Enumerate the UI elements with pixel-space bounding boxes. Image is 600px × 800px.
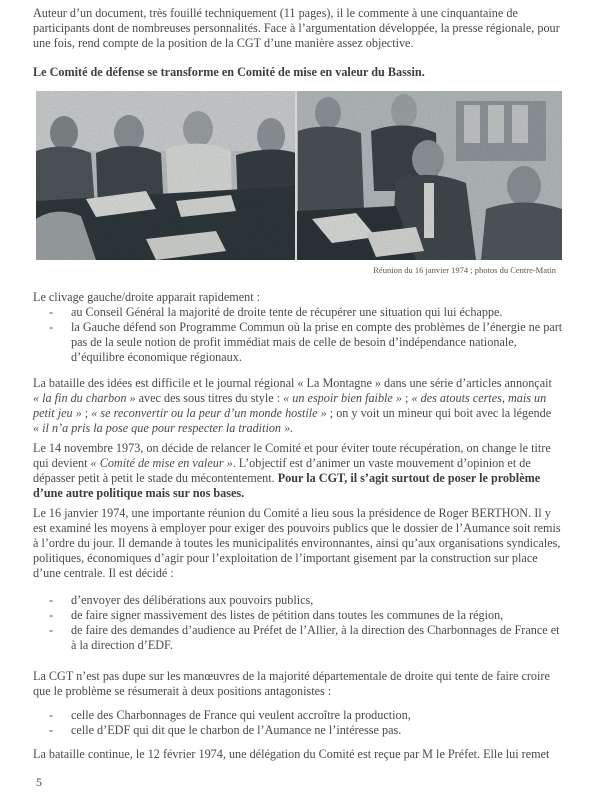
decisions-list: [33, 593, 573, 653]
list-dash: -: [49, 305, 54, 319]
clivage-list: [33, 305, 573, 365]
list-item: [33, 305, 573, 320]
janvier-line-4: politiques, économiques d’agir pour l’exploitation de l’important gisement par la construction sur place: [33, 551, 538, 565]
intro-line-2: participants dont de nombreuses personnalités. Face à l’argumentation développée, la presse régionale, pour: [33, 21, 560, 35]
photo-caption: Réunion du 16 janvier 1974 ; photos du Centre-Matin: [373, 265, 556, 275]
intro-line-3: une fois, rend compte de la position de la CGT d’une manière assez objective.: [33, 36, 414, 50]
list-item-line-3: d’équilibre économique régionaux.: [71, 350, 242, 364]
bataille-line-1: La bataille des idées est difficile et le journal régional « La Montagne » dans une série d’articles annonçait: [33, 376, 552, 390]
list-item-line-2: pas de la seule notion de profit immédiat mais de celle de besoin d’indépendance nationale,: [71, 335, 517, 349]
list-dash: -: [49, 708, 54, 722]
cgt-line-2: que le problème se résumerait à deux positions antagonistes :: [33, 684, 332, 698]
list-item-line-2: à la direction d’EDF.: [71, 638, 173, 652]
cgt-paragraph: [33, 669, 573, 699]
text-run: avec des sous titres du style :: [135, 391, 284, 405]
quote-reconvertir: « se reconvertir ou la peur d’un monde hostile »: [91, 406, 327, 420]
list-item-text: d’envoyer des délibérations aux pouvoirs publics,: [71, 593, 314, 607]
janvier-line-1: Le 16 janvier 1974, une importante réunion du Comité a lieu sous la présidence de Roger BERTHON. Il y: [33, 506, 551, 520]
list-dash: -: [49, 593, 54, 607]
janvier-line-5: d’une centrale. Il est décidé :: [33, 566, 174, 580]
list-item: [33, 708, 573, 723]
quote-espoir: « un espoir bien faible »: [283, 391, 402, 405]
list-item-text: celle d’EDF qui dit que le charbon de l’Aumance ne l’intéresse pas.: [71, 723, 402, 737]
janvier-line-3: à l’ordre du jour. Il demande à toutes les municipalités environnantes, ainsi qu’aux organisations syndicales,: [33, 536, 561, 550]
bataille-paragraph: [33, 376, 573, 436]
list-dash: -: [49, 723, 54, 737]
text-run: ;: [401, 391, 412, 405]
cgt-emphasis-2: d’une autre politique mais sur nos bases.: [33, 486, 245, 500]
page-number: 5: [36, 775, 42, 789]
list-item-line-1: de faire des demandes d’audience au Préfet de l’Allier, à la direction des Charbonnages de France et: [71, 623, 560, 637]
quote-petit-jeu: petit jeu »: [33, 406, 82, 420]
intro-paragraph: [33, 6, 573, 51]
list-item: [33, 608, 573, 623]
novembre-line-1: Le 14 novembre 1973, on décide de relancer le Comité et pour éviter toute récupération, on change le titre: [33, 441, 551, 455]
text-run: . L’objectif est d’animer un vaste mouvement d’opinion et de: [232, 456, 531, 470]
list-item: [33, 723, 573, 738]
list-item-text: de faire signer massivement des listes de pétition dans toutes les communes de la région,: [71, 608, 504, 622]
janvier-line-2: est examiné les moyens à employer pour exiger des pouvoirs publics que le dossier de l’Aumance soit remis: [33, 521, 561, 535]
cgt-line-1: La CGT n’est pas dupe sur les manœuvres de la majorité départementale de droite qui tente de faire croire: [33, 669, 550, 683]
list-item-line-1: la Gauche défend son Programme Commun où la prise en compte des problèmes de l’énergie ne part: [71, 320, 563, 334]
novembre-paragraph: [33, 441, 573, 501]
fevrier-paragraph: La bataille continue, le 12 février 1974, une délégation du Comité est reçue par M le Préfet. Elle lui remet: [33, 747, 550, 761]
quote-fin-charbon: « la fin du charbon »: [33, 391, 136, 405]
list-item: [33, 320, 573, 365]
section-heading: Le Comité de défense se transforme en Comité de mise en valeur du Bassin.: [33, 65, 425, 79]
quote-comite: « Comité de mise en valeur »: [90, 456, 233, 470]
quote-tradition: « il n’a pris la pose que pour respecter la tradition ».: [33, 421, 294, 435]
meeting-photo-illustration: [36, 91, 562, 260]
list-item-text: celle des Charbonnages de France qui veulent accroître la production,: [71, 708, 411, 722]
list-item-text: au Conseil Général la majorité de droite tente de récupérer une situation qui lui échappe.: [71, 305, 503, 319]
list-dash: -: [49, 608, 54, 622]
janvier-paragraph: [33, 506, 573, 581]
text-run: ;: [81, 406, 92, 420]
list-item: [33, 593, 573, 608]
text-run: qui devient: [33, 456, 91, 470]
text-run: ; on y voit un mineur qui boit avec la légende: [326, 406, 552, 420]
quote-atouts: « des atouts certes, mais un: [411, 391, 547, 405]
meeting-photo: [36, 91, 562, 260]
positions-list: [33, 708, 573, 738]
list-item: [33, 623, 573, 653]
list-dash: -: [49, 320, 54, 334]
cgt-emphasis-1: Pour la CGT, il s’agit surtout de poser le problème: [277, 471, 541, 485]
text-run: dépasser petit à petit le stade du mécontentement.: [33, 471, 278, 485]
list-dash: -: [49, 623, 54, 637]
clivage-intro: Le clivage gauche/droite apparait rapidement :: [33, 290, 261, 304]
intro-line-1: Auteur d’un document, très fouillé techniquement (11 pages), il le commente à une cinquantaine de: [33, 6, 518, 20]
